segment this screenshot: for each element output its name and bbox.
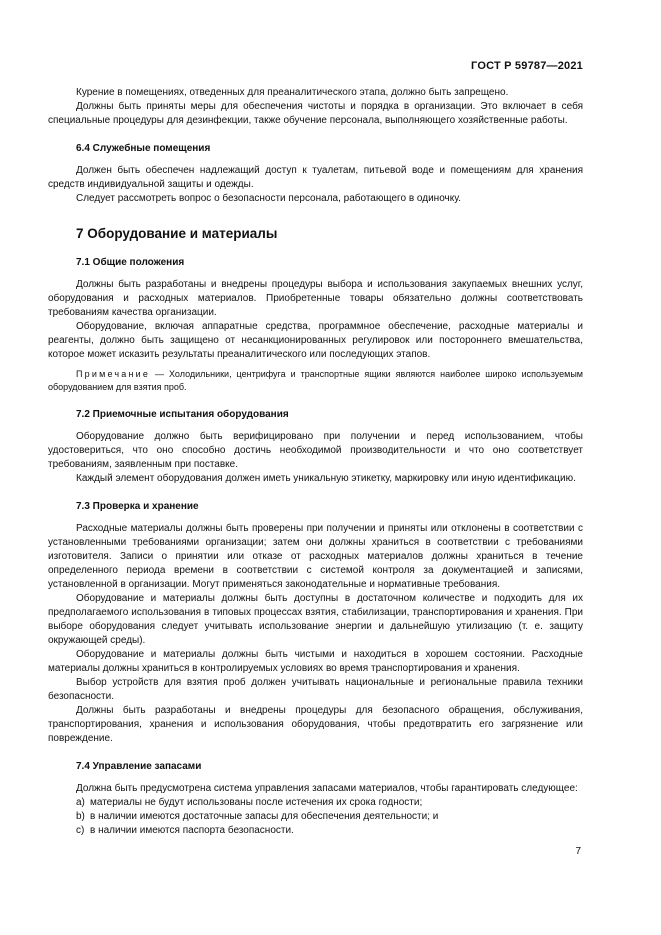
document-body xyxy=(48,86,583,838)
paragraph: Следует рассмотреть вопрос о безопасности персонала, работающего в одиночку. xyxy=(76,193,462,204)
paragraph: Выбор устройств для взятия проб должен учитывать национальные и региональные правила техники безопасности. xyxy=(48,677,583,702)
paragraph: Каждый элемент оборудования должен иметь уникальную этикетку, маркировку или иную идентификацию. xyxy=(76,473,576,484)
subsection-heading: 7.2 Приемочные испытания оборудования xyxy=(76,409,289,420)
paragraph: Должны быть разработаны и внедрены процедуры для безопасного обращения, обслуживания, транспортирования, хранения и использования оборудования, чтобы предотвратить его загрязнение или повреждение. xyxy=(48,705,583,744)
list-item-text: в наличии имеются паспорта безопасности. xyxy=(90,825,294,836)
list-marker: b) xyxy=(76,811,85,822)
list-marker: c) xyxy=(76,825,85,836)
subsection-heading: 7.1 Общие положения xyxy=(76,257,185,268)
subsection-heading: 7.4 Управление запасами xyxy=(76,761,202,772)
paragraph: Расходные материалы должны быть проверены при получении и приняты или отклонены в соответствии с установленными требованиями организации; затем они должны храниться в соответствии с требованиями изготовителя. Записи о принятии или отказе от расходных материалов должны храниться в течение определенного периода времени в соответствии с системой контроля за документацией и записями, установленной в организации. Могут применяться законодательные и нормативные требования. xyxy=(48,523,583,590)
list-item xyxy=(48,796,583,810)
list-item-text: материалы не будут использованы после истечения их срока годности; xyxy=(90,797,423,808)
page-number: 7 xyxy=(575,846,581,857)
list-item xyxy=(48,810,583,824)
subsection-heading: 6.4 Служебные помещения xyxy=(76,143,211,154)
paragraph: Оборудование и материалы должны быть чистыми и находиться в хорошем состоянии. Расходные материалы должны храниться в контролируемых условиях во время транспортирования и хранения. xyxy=(48,649,583,674)
list-item xyxy=(48,824,583,838)
note xyxy=(48,368,583,394)
paragraph: Оборудование и материалы должны быть доступны в достаточном количестве и подходить для их предполагаемого использования в типовых процессах взятия, стабилизации, транспортирования и хранения. При выборе оборудования следует учитывать использование энергии и дальнейшую утилизацию (т. е. защиту окружающей среды). xyxy=(48,593,583,646)
note-text: — Холодильники, центрифуга и транспортные ящики являются наиболее широко используемым оборудованием для взятия проб. xyxy=(48,369,583,392)
note-label: Примечание xyxy=(76,369,151,379)
paragraph: Должен быть обеспечен надлежащий доступ к туалетам, питьевой воде и помещениям для хранения средств индивидуальной защиты и одежды. xyxy=(48,165,583,190)
paragraph: Должны быть приняты меры для обеспечения чистоты и порядка в организации. Это включает в себя специальные процедуры для дезинфекции, также обучение персонала, выполняющего хозяйственные работы. xyxy=(48,101,583,126)
standard-designation: ГОСТ Р 59787—2021 xyxy=(471,60,583,72)
list-marker: a) xyxy=(76,797,85,808)
list-item-text: в наличии имеются достаточные запасы для обеспечения деятельности; и xyxy=(90,811,439,822)
subsection-heading: 7.3 Проверка и хранение xyxy=(76,501,199,512)
paragraph: Оборудование должно быть верифицировано при получении и перед использованием, чтобы удостовериться, что оно способно достичь необходимой производительности и что оно соответствует требованиям, заявленным при поставке. xyxy=(48,431,583,470)
section-heading: 7 Оборудование и материалы xyxy=(76,226,278,241)
paragraph: Оборудование, включая аппаратные средства, программное обеспечение, расходные материалы и реагенты, должно быть защищено от несанкционированных регулировок или постороннего вмешательства, которое может исказить результаты преаналитического или последующих этапов. xyxy=(48,321,583,360)
paragraph: Должны быть разработаны и внедрены процедуры выбора и использования закупаемых внешних услуг, оборудования и расходных материалов. Приобретенные товары обязательно должны соответствовать требованиям качества организации. xyxy=(48,279,583,318)
paragraph: Курение в помещениях, отведенных для преаналитического этапа, должно быть запрещено. xyxy=(76,87,509,98)
paragraph: Должна быть предусмотрена система управления запасами материалов, чтобы гарантировать следующее: xyxy=(76,783,578,794)
